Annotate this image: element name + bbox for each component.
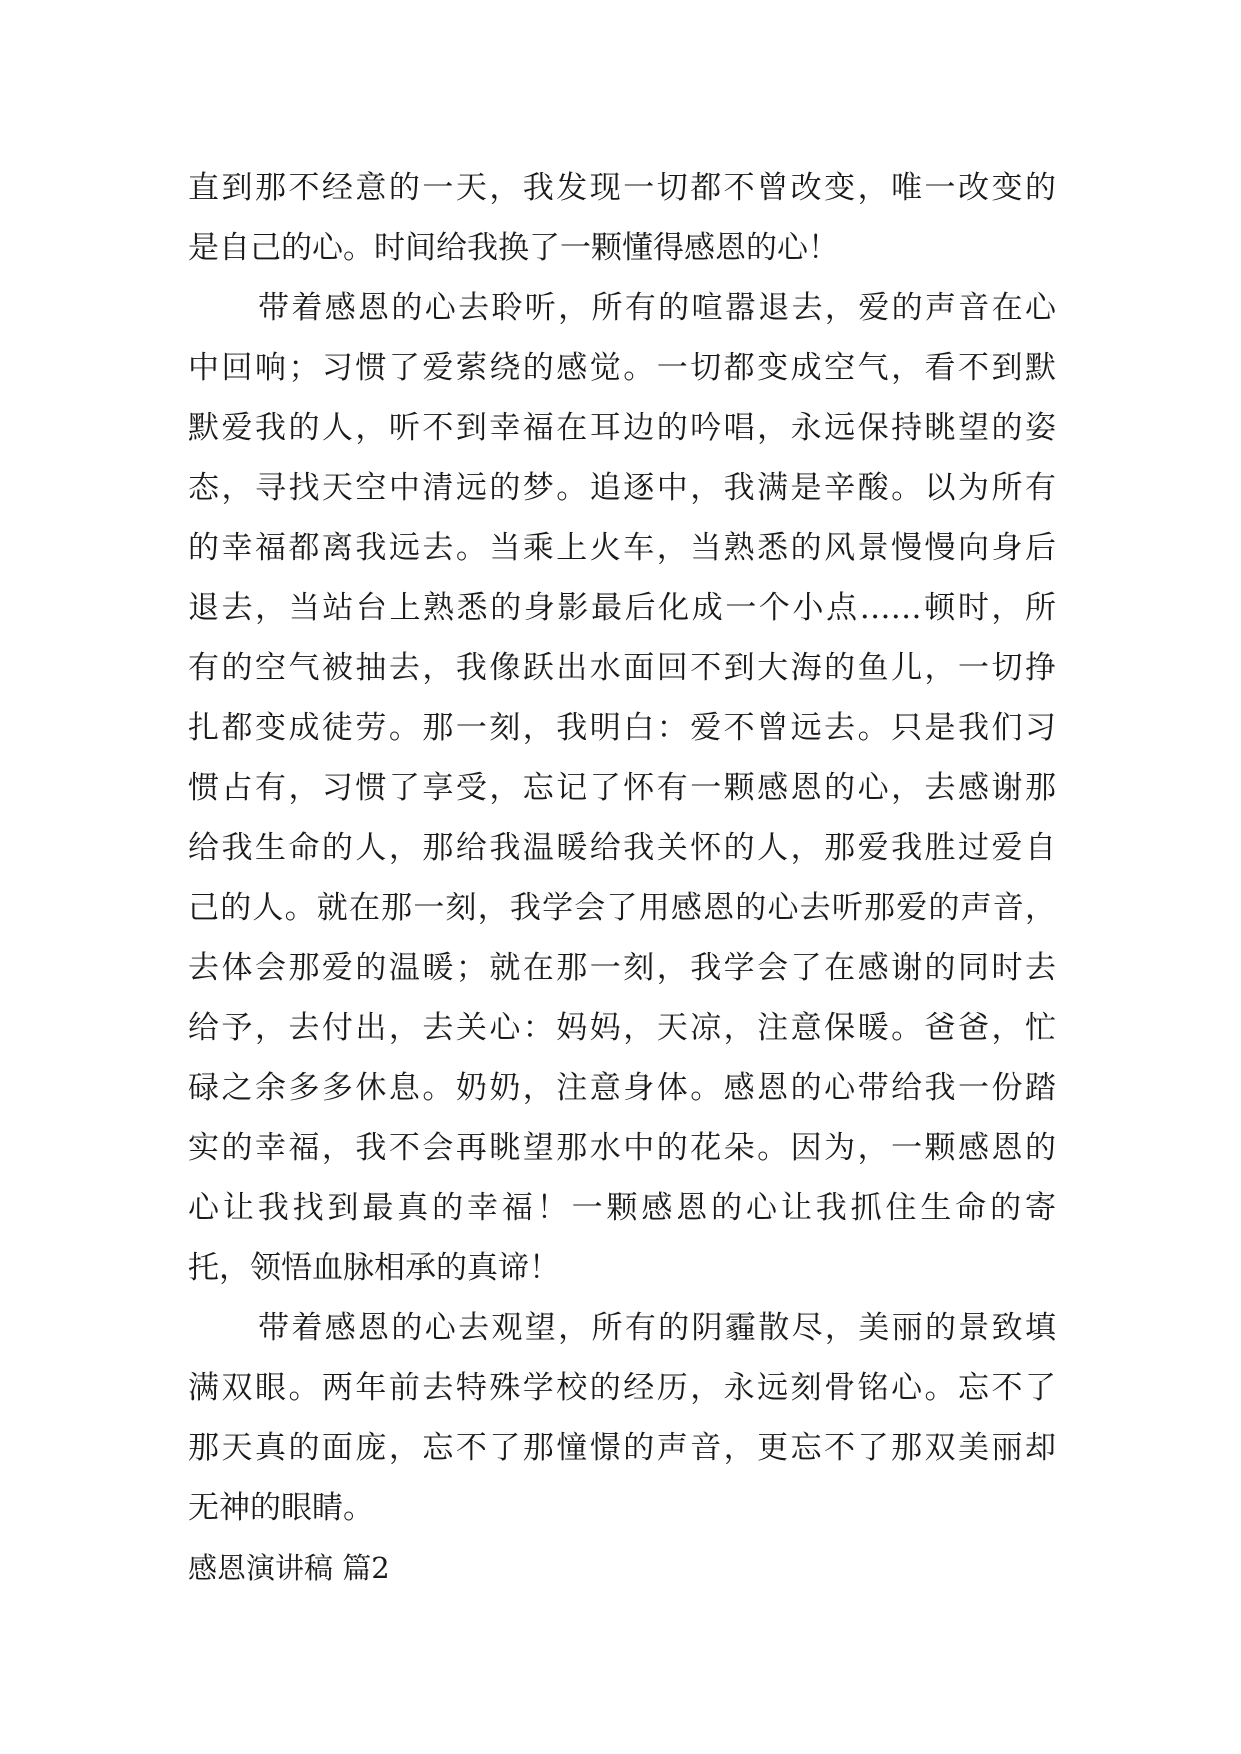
text-line: 是自己的心。时间给我换了一颗懂得感恩的心！ xyxy=(188,230,839,266)
text-line: 无神的眼睛。 xyxy=(188,1490,374,1526)
text-line: 满双眼。两年前去特殊学校的经历，永远刻骨铭心。忘不了 xyxy=(188,1370,1056,1406)
text-line: 直到那不经意的一天，我发现一切都不曾改变，唯一改变的 xyxy=(188,170,1056,206)
paragraph-1 xyxy=(188,158,1056,278)
text-line: 那天真的面庞，忘不了那憧憬的声音，更忘不了那双美丽却 xyxy=(188,1430,1056,1466)
text-line: 默爱我的人，听不到幸福在耳边的吟唱，永远保持眺望的姿 xyxy=(188,410,1056,446)
text-line: 碌之余多多休息。奶奶，注意身体。感恩的心带给我一份踏 xyxy=(188,1070,1056,1106)
text-line: 托，领悟血脉相承的真谛！ xyxy=(188,1250,560,1286)
text-line: 己的人。就在那一刻，我学会了用感恩的心去听那爱的声音， xyxy=(188,890,1056,926)
text-line: 去体会那爱的温暖；就在那一刻，我学会了在感谢的同时去 xyxy=(188,950,1056,986)
section-heading: 感恩演讲稿 篇2 xyxy=(188,1551,390,1585)
document-body xyxy=(188,158,1056,1598)
paragraph-2 xyxy=(188,278,1056,1298)
text-line: 带着感恩的心去观望，所有的阴霾散尽，美丽的景致填 xyxy=(258,1310,1056,1346)
text-line: 退去，当站台上熟悉的身影最后化成一个小点……顿时，所 xyxy=(188,590,1056,626)
text-line: 实的幸福，我不会再眺望那水中的花朵。因为，一颗感恩的 xyxy=(188,1130,1056,1166)
text-line: 心让我找到最真的幸福！一颗感恩的心让我抓住生命的寄 xyxy=(188,1190,1056,1226)
paragraph-3 xyxy=(188,1298,1056,1538)
text-line: 扎都变成徒劳。那一刻，我明白：爱不曾远去。只是我们习 xyxy=(188,710,1056,746)
text-line: 惯占有，习惯了享受，忘记了怀有一颗感恩的心，去感谢那 xyxy=(188,770,1056,806)
text-line: 有的空气被抽去，我像跃出水面回不到大海的鱼儿，一切挣 xyxy=(188,650,1056,686)
text-line: 给予，去付出，去关心：妈妈，天凉，注意保暖。爸爸，忙 xyxy=(188,1010,1056,1046)
text-line: 中回响；习惯了爱萦绕的感觉。一切都变成空气，看不到默 xyxy=(188,350,1056,386)
text-line: 给我生命的人，那给我温暖给我关怀的人，那爱我胜过爱自 xyxy=(188,830,1056,866)
text-line: 带着感恩的心去聆听，所有的喧嚣退去，爱的声音在心 xyxy=(258,290,1056,326)
text-line: 态，寻找天空中清远的梦。追逐中，我满是辛酸。以为所有 xyxy=(188,470,1056,506)
text-line: 的幸福都离我远去。当乘上火车，当熟悉的风景慢慢向身后 xyxy=(188,530,1056,566)
